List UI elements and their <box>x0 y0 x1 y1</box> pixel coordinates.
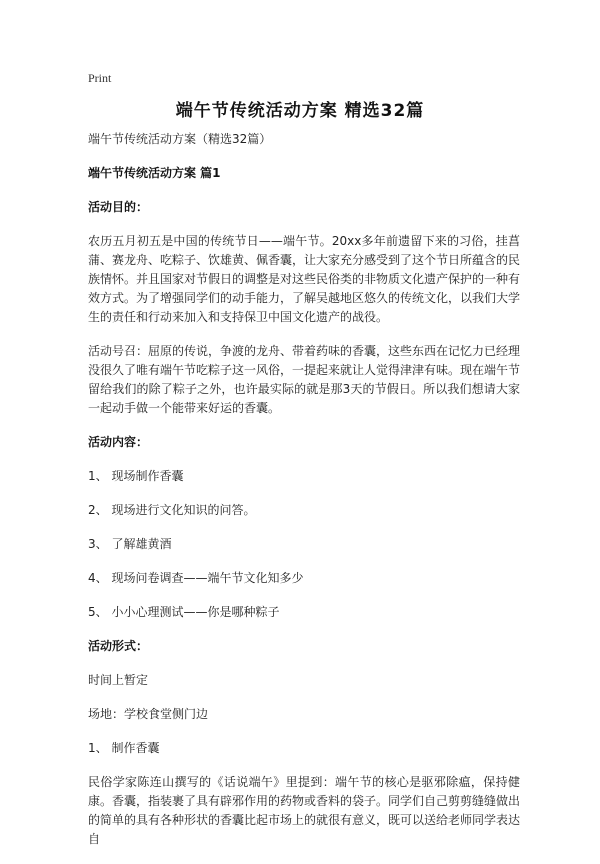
form-heading: 活动形式： <box>88 639 149 653</box>
list-item: 5、 小小心理测试——你是哪种粽子 <box>88 605 280 619</box>
document-subtitle: 端午节传统活动方案（精选32篇） <box>88 132 272 146</box>
purpose-paragraph: 农历五月初五是中国的传统节日——端午节。20xx多年前遗留下来的习俗，挂菖蒲、赛龙舟、吃粽子、饮雄黄、佩香囊，让大家充分感受到了这个节日所蕴含的民族情怀。并且国家对节假日的调整是对这些民俗类的非物质文化遗产保护的一种有效方式。为了增强同学们的动手能力，了解吴越地区悠久的传统文化，以我们大学生的责任和行动来加入和支持保卫中国文化遗产的战役。 <box>88 234 521 324</box>
list-item: 2、 现场进行文化知识的问答。 <box>88 503 256 517</box>
venue-text: 场地：学校食堂侧门边 <box>88 707 209 721</box>
slogan-paragraph: 活动号召：屈原的传说，争渡的龙舟、带着药味的香囊，这些东西在记忆力已经理没很久了唯有端午节吃粽子这一风俗，一提起来就让人觉得津津有味。现在端午节留给我们的除了粽子之外，也许最实际的就是那3天的节假日。所以我们想请大家一起动手做一个能带来好运的香囊。 <box>88 344 521 415</box>
page-title: 端午节传统活动方案 精选32篇 <box>175 101 425 121</box>
time-text: 时间上暂定 <box>88 673 149 687</box>
print-link[interactable]: Print <box>88 71 112 85</box>
step-heading: 1、 制作香囊 <box>88 741 160 755</box>
section-heading: 端午节传统活动方案 篇1 <box>88 166 221 180</box>
list-item: 1、 现场制作香囊 <box>88 469 184 483</box>
content-heading: 活动内容： <box>88 435 149 449</box>
list-item: 3、 了解雄黄酒 <box>88 537 172 551</box>
document-body <box>88 130 520 864</box>
folk-paragraph: 民俗学家陈连山撰写的《话说端午》里提到：端午节的核心是驱邪除瘟，保持健康。香囊，指装裹了具有辟邪作用的药物或香料的袋子。同学们自己剪剪缝缝做出的简单的具有各种形状的香囊比起市场上的就很有意义，既可以送给老师同学表达自 <box>88 775 521 846</box>
list-item: 4、 现场问卷调查——端午节文化知多少 <box>88 571 304 585</box>
purpose-heading: 活动目的： <box>88 200 149 214</box>
